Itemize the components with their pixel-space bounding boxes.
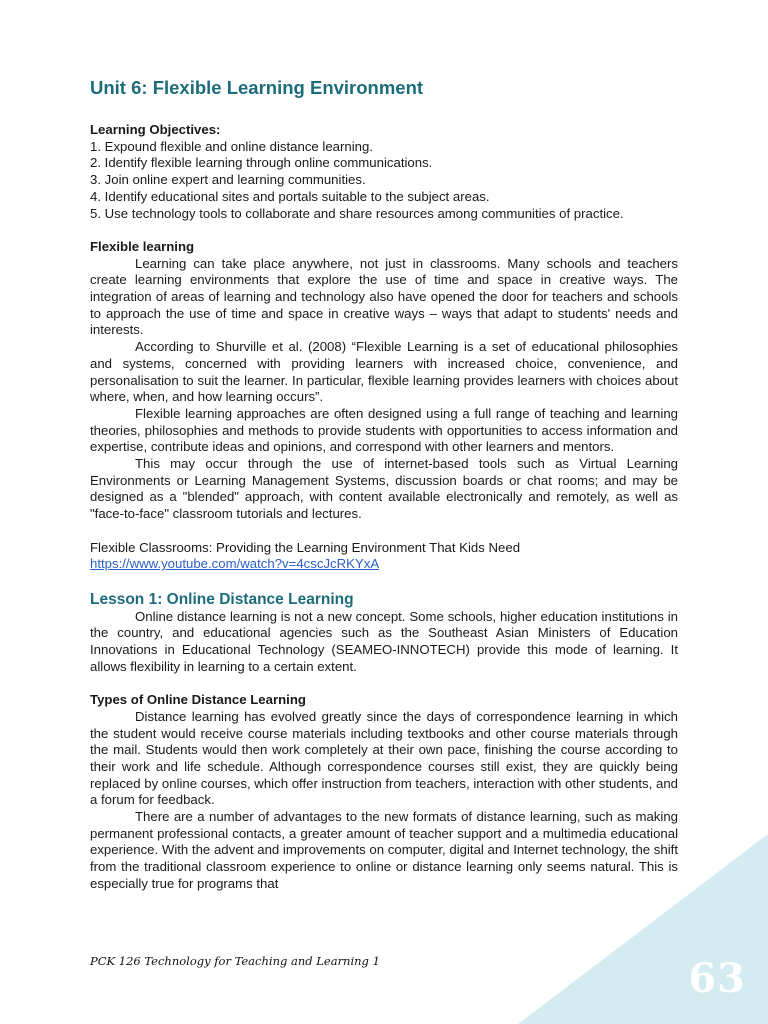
- objective-item: 2. Identify flexible learning through online communications.: [90, 155, 433, 171]
- flexible-paragraph: This may occur through the use of internet-based tools such as Virtual Learning Environments or Learning Management Systems, discussion boards or chat rooms; and may be designed as a "blended" approach, with content available electronically and remotely, as well as "face-to-face" classroom tutorials and lectures.: [90, 456, 678, 522]
- types-paragraph: There are a number of advantages to the new formats of distance learning, such as making permanent professional contacts, a greater amount of teacher support and a multimedia educational experience. With the advent and improvements on computer, digital and Internet technology, the shift from the traditional classroom experience to online or distance learning only seems natural. This is especially true for programs that: [90, 809, 678, 891]
- lesson-intro: Online distance learning is not a new concept. Some schools, higher education institutions in the country, and educational agencies such as the Southeast Asian Ministers of Education Innovations in Educational Technology (SEAMEO-INNOTECH) provide this mode of learning. It allows flexibility in learning to a certain extent.: [90, 608, 678, 674]
- objective-item: 1. Expound flexible and online distance learning.: [90, 138, 373, 154]
- flexible-paragraph: Learning can take place anywhere, not just in classrooms. Many schools and teachers create learning environments that explore the use of time and space in creative ways. The integration of areas of learning and technology also have opened the door for teachers and schools to approach the use of time and space in creative ways – ways that adapt to students' needs and interests.: [90, 255, 678, 338]
- objectives-heading: Learning Objectives:: [90, 122, 221, 137]
- unit-title: Unit 6: Flexible Learning Environment: [90, 77, 424, 98]
- flexible-learning-heading: Flexible learning: [90, 238, 195, 254]
- flexible-paragraph: Flexible learning approaches are often designed using a full range of teaching and learning theories, philosophies and methods to provide students with opportunities to access information and expertise, contribute ideas and opinions, and correspond with other learners and mentors.: [90, 405, 678, 455]
- flexible-paragraph: According to Shurville et al. (2008) “Flexible Learning is a set of educational philosophies and systems, concerned with providing learners with increased choice, convenience, and personalisation to suit the learner. In particular, flexible learning provides learners with choices about where, when, and how learning occurs”.: [90, 339, 678, 405]
- video-title: Flexible Classrooms: Providing the Learning Environment That Kids Need: [90, 539, 521, 555]
- objective-item: 4. Identify educational sites and portals suitable to the subject areas.: [90, 188, 490, 204]
- types-paragraph: Distance learning has evolved greatly since the days of correspondence learning in which the student would receive course materials including textbooks and other course materials through the mail. Students would then work completely at their own pace, finishing the course according to their work and life schedule. Although correspondence courses still exist, they are quickly being replaced by online courses, which offer instruction from teachers, interaction with other students, and a forum for feedback.: [90, 708, 678, 808]
- objectives-list: [90, 139, 678, 223]
- objective-item: 5. Use technology tools to collaborate and share resources among communities of practice.: [90, 205, 624, 221]
- video-link[interactable]: https://www.youtube.com/watch?v=4cscJcRKYxA: [90, 556, 380, 572]
- page-content: [90, 76, 678, 893]
- lesson-title: Lesson 1: Online Distance Learning: [90, 590, 354, 608]
- objective-item: 3. Join online expert and learning communities.: [90, 172, 366, 188]
- types-heading: Types of Online Distance Learning: [90, 692, 306, 708]
- footer-course-title: PCK 126 Technology for Teaching and Learning 1: [90, 954, 380, 968]
- page-number: 63: [688, 955, 746, 1002]
